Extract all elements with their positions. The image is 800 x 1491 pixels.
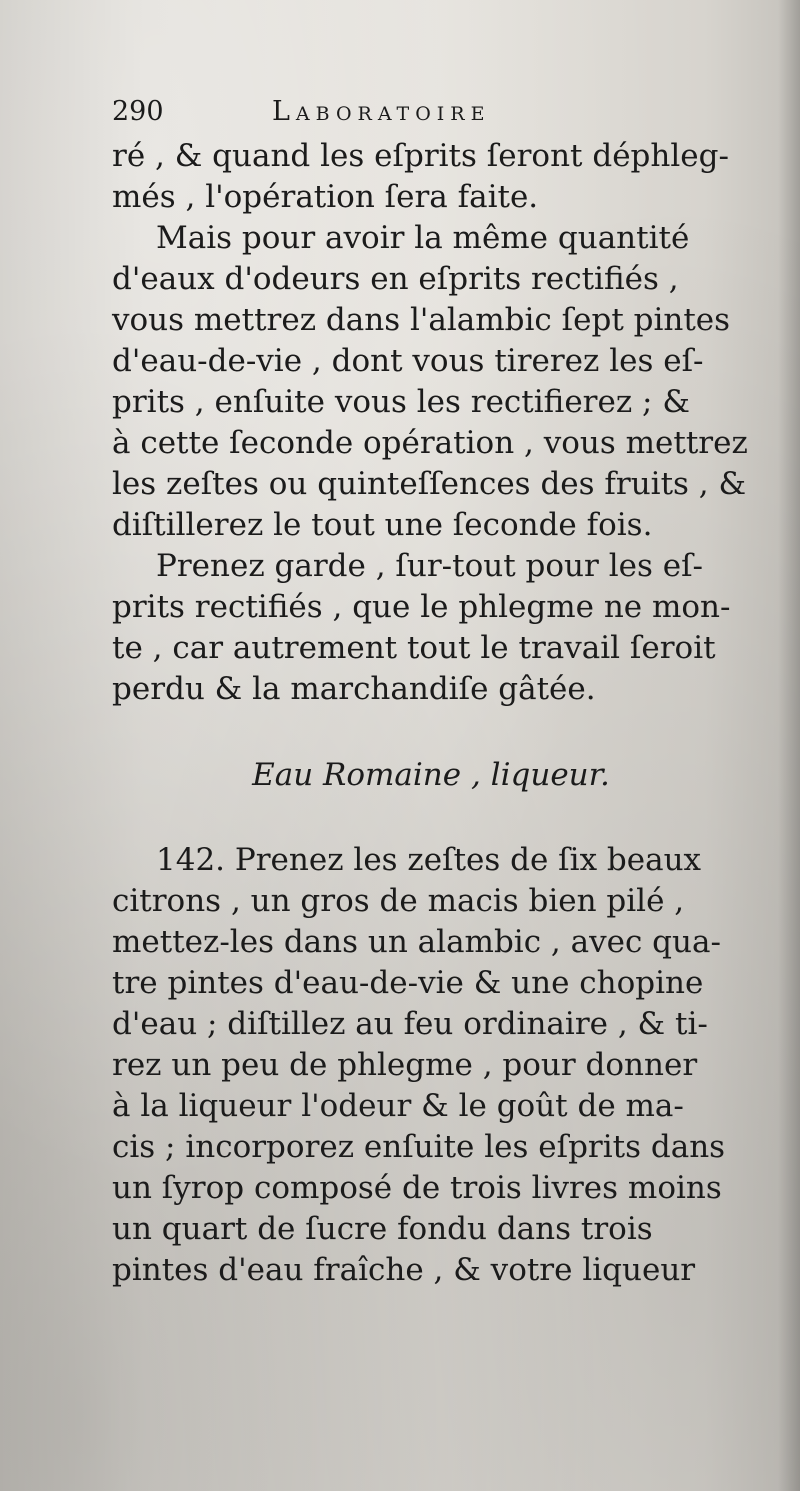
recipe-heading: Eau Romaine , liqueur.	[252, 757, 610, 793]
text-line: te , car autrement tout le travail ſeroit	[112, 630, 716, 666]
text-line: prits , enſuite vous les rectifierez ; &	[112, 384, 690, 420]
page-header	[112, 92, 790, 136]
text-line: vous mettrez dans l'alambic ſept pintes	[112, 302, 731, 338]
paragraph-continued	[112, 136, 790, 218]
text-line: cis ; incorporez enſuite les eſprits dans	[112, 1129, 726, 1165]
text-line: d'eau-de-vie , dont vous tirerez les eſ-	[112, 343, 704, 379]
text-line: mettez-les dans un alambic , avec qua-	[112, 924, 721, 960]
text-line: Prenez garde , ſur-tout pour les eſ-	[156, 548, 704, 584]
text-line: Mais pour avoir la même quantité	[156, 220, 690, 256]
text-line: d'eaux d'odeurs en eſprits rectifiés ,	[112, 261, 679, 297]
text-line: pintes d'eau fraîche , & votre liqueur	[112, 1252, 696, 1288]
text-line: ré , & quand les eſprits ſeront déphleg-	[112, 138, 729, 174]
text-line: citrons , un gros de macis bien pilé ,	[112, 883, 685, 919]
text-line: diſtillerez le tout une ſeconde fois.	[112, 507, 653, 543]
paragraph-rectified-spirits	[112, 218, 790, 546]
text-line: més , l'opération ſera faite.	[112, 179, 539, 215]
text-line: un quart de ſucre fondu dans trois	[112, 1211, 653, 1247]
text-line: prits rectifiés , que le phlegme ne mon-	[112, 589, 731, 625]
running-title: Laboratoire	[272, 96, 491, 127]
text-line: 142. Prenez les zeſtes de ſix beaux	[156, 842, 702, 878]
text-line: tre pintes d'eau-de-vie & une chopine	[112, 965, 704, 1001]
page-number: 290	[112, 96, 164, 127]
text-line: rez un peu de phlegme , pour donner	[112, 1047, 698, 1083]
text-line: à cette ſeconde opération , vous mettrez	[112, 425, 748, 461]
text-line: un ſyrop composé de trois livres moins	[112, 1170, 722, 1206]
recipe-paragraph	[112, 840, 790, 1291]
text-line: perdu & la marchandiſe gâtée.	[112, 671, 596, 707]
text-line: à la liqueur l'odeur & le goût de ma-	[112, 1088, 684, 1124]
text-line: les zeſtes ou quinteſſences des fruits , &	[112, 466, 747, 502]
text-line: d'eau ; diſtillez au feu ordinaire , & ti-	[112, 1006, 708, 1042]
paragraph-caution	[112, 546, 790, 710]
page-text	[112, 92, 790, 1291]
